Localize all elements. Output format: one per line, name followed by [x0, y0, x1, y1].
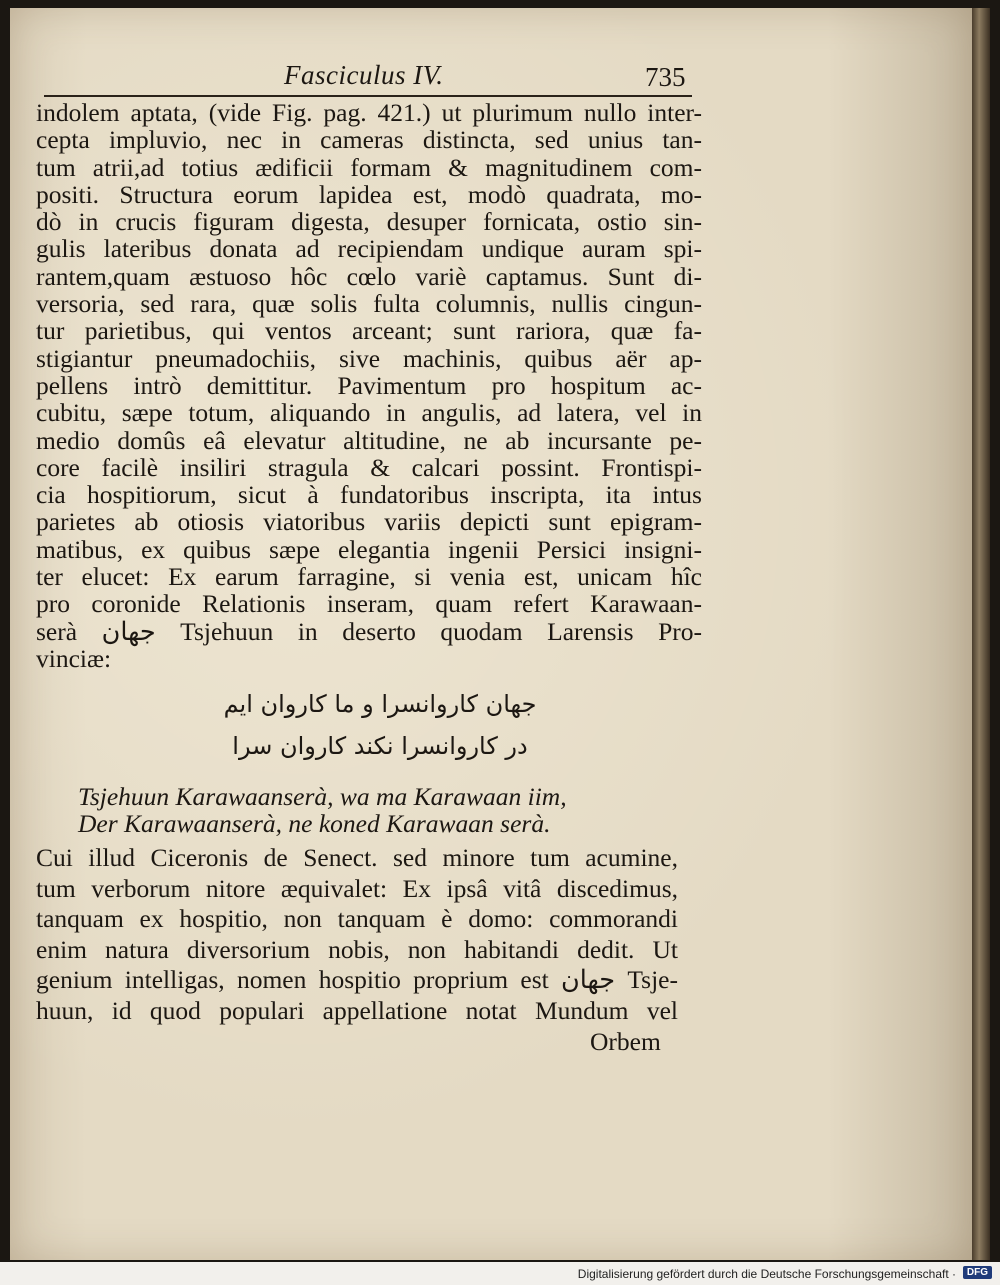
transliteration-line: Der Karawaanserà, ne koned Karawaan serà. — [78, 809, 551, 838]
lower-paragraph — [36, 843, 678, 1027]
text-line: parietes ab otiosis viatoribus variis depicti sunt epigram- — [36, 507, 702, 537]
text-line: Cui illud Ciceronis de Senect. sed minore tum acumine, — [36, 843, 678, 872]
text-line: versoria, sed rara, quæ solis fulta columnis, nullis cingun- — [36, 289, 702, 319]
text-line: vinciæ: — [36, 643, 112, 673]
text-line: enim natura diversorium nobis, non habitandi dedit. Ut — [36, 934, 678, 964]
text-line: pro coronide Relationis inseram, quam refert Karawaan- — [36, 589, 702, 619]
main-paragraph — [36, 99, 702, 672]
text-line: huun, id quod populari appellatione notat Mundum vel — [36, 995, 678, 1025]
text-line: tum verborum nitore æquivalet: Ex ipsâ vitâ discedimus, — [36, 873, 678, 903]
dfg-logo: DFG — [963, 1266, 992, 1279]
persian-verse-line: در کاروانسرا نکند کاروان سرا — [232, 732, 528, 760]
text-line: serà جهان Tsjehuun in deserto quodam Larensis Pro- — [36, 616, 702, 646]
text-line: cia hospitiorum, sicut à fundatoribus inscripta, ita intus — [36, 480, 702, 510]
text-line: tum atrii,ad totius ædificii formam & magnitudinem com- — [36, 152, 702, 182]
text-line: stigiantur pneumadochiis, sive machinis, quibus aër ap- — [36, 343, 702, 373]
catchword: Orbem — [590, 1027, 661, 1056]
transliteration-line: Tsjehuun Karawaanserà, wa ma Karawaan iim, — [78, 782, 567, 811]
text-line: tanquam ex hospitio, non tanquam è domo: commorandi — [36, 904, 678, 934]
running-head: Fasciculus IV. — [284, 60, 444, 90]
text-line: genium intelligas, nomen hospitio proprium est جهان Tsje- — [36, 965, 678, 995]
text-line: dò in crucis figuram digesta, desuper fornicata, ostio sin- — [36, 207, 702, 237]
text-line: cubitu, sæpe totum, aliquando in angulis, ad latera, vel in — [36, 398, 702, 428]
text-line: core facilè insiliri stragula & calcari possint. Frontispi- — [36, 452, 702, 482]
funding-credit: Digitalisierung gefördert durch die Deutsche Forschungsgemeinschaft · — [577, 1267, 956, 1281]
persian-verse-line: جهان کاروانسرا و ما کاروان ایم — [223, 690, 537, 718]
page-number: 735 — [645, 62, 686, 92]
footer-bar — [0, 1262, 1000, 1285]
text-line: rantem,quam æstuoso hôc cœlo variè captamus. Sunt di- — [36, 261, 702, 291]
text-line: positi. Structura eorum lapidea est, modò quadrata, mo- — [36, 179, 702, 209]
text-line: gulis lateribus donata ad recipiendam undique auram spi- — [36, 234, 702, 264]
text-line: pellens intrò demittitur. Pavimentum pro hospitum ac- — [36, 370, 702, 400]
text-line: indolem aptata, (vide Fig. pag. 421.) ut plurimum nullo inter- — [36, 98, 702, 127]
text-line: medio domûs eâ elevatur altitudine, ne ab incursante pe- — [36, 425, 702, 455]
book-spine-edge — [972, 8, 990, 1260]
header-rule — [44, 95, 692, 97]
text-line: ter elucet: Ex earum farragine, si venia est, unicam hîc — [36, 562, 702, 592]
text-line: cepta impluvio, nec in cameras distincta, sed unius tan- — [36, 125, 702, 155]
text-line: matibus, ex quibus sæpe elegantia ingenii Persici insigni- — [36, 534, 702, 564]
text-line: tur parietibus, qui ventos arceant; sunt rariora, quæ fa- — [36, 316, 702, 346]
